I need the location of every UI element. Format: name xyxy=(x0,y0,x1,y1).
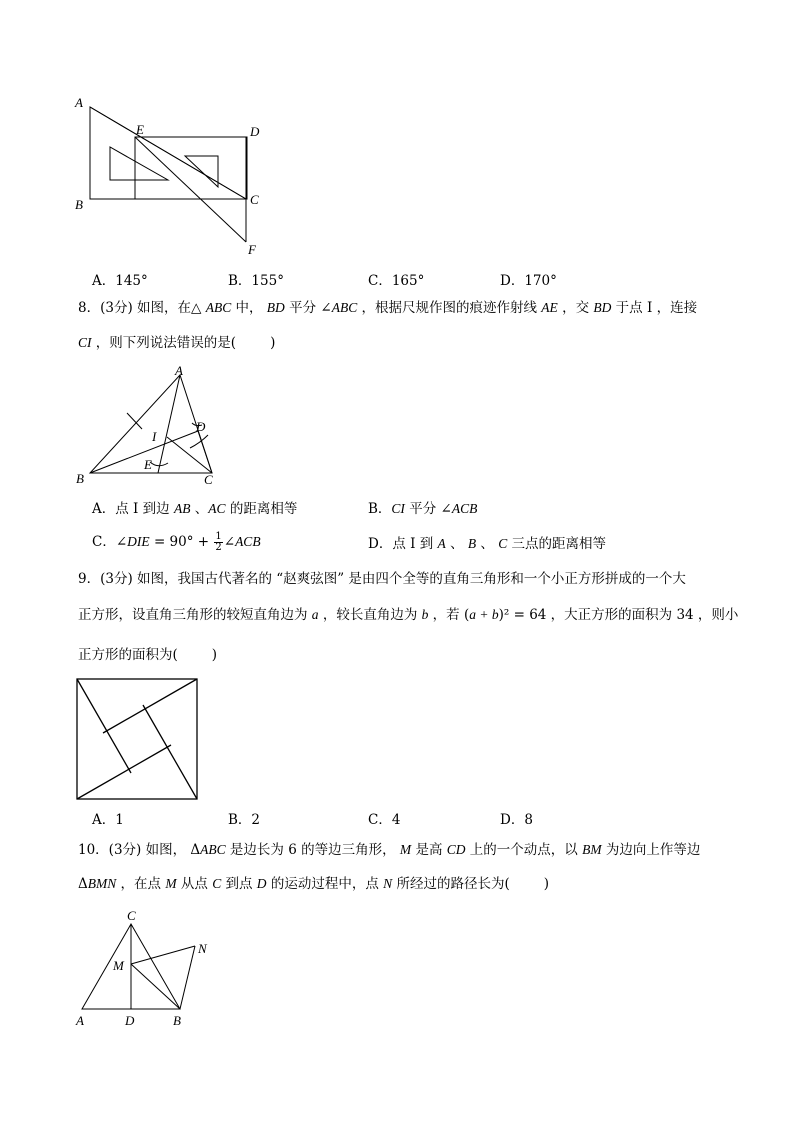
q8-question-line2 xyxy=(78,333,275,353)
q8-question-line1 xyxy=(78,298,697,318)
q10-text: 是高 xyxy=(411,842,447,858)
q7-option-c-text: 165° xyxy=(391,273,425,289)
q8-option-a-text: 、 xyxy=(190,501,209,517)
q9-option-c[interactable] xyxy=(368,808,400,828)
q8-var: ABC xyxy=(331,300,358,315)
q8-option-d-var: B xyxy=(467,536,477,551)
q10-var: ABC xyxy=(200,842,226,857)
q10-figure xyxy=(72,908,222,1033)
q10-question-line1 xyxy=(78,840,700,860)
q9-option-c-letter: C． xyxy=(368,812,392,828)
q8-label-A: A xyxy=(175,365,183,378)
q10-label-M: M xyxy=(113,958,124,973)
q7-label-A: A xyxy=(75,95,83,110)
q7-option-c[interactable] xyxy=(368,269,424,289)
q9-option-c-text: 4 xyxy=(391,812,401,828)
q10-var: BMN xyxy=(87,876,117,891)
q9-var: b xyxy=(421,607,429,622)
q8-option-c[interactable] xyxy=(92,530,261,553)
q9-option-a-letter: A． xyxy=(92,812,116,828)
q8-option-b-letter: B． xyxy=(368,501,392,517)
q8-text: 中， xyxy=(231,300,267,316)
q8-label-C: C xyxy=(204,472,213,487)
q7-label-C: C xyxy=(250,192,259,207)
q10-label-C: C xyxy=(127,908,136,923)
q8-option-d-letter: D． xyxy=(368,536,393,552)
q7-option-d[interactable] xyxy=(500,269,557,289)
q8-option-b-text: 平分 ∠ xyxy=(404,501,452,517)
q7-option-a[interactable] xyxy=(92,269,148,289)
q10-var: N xyxy=(383,876,393,891)
q9-text: ，若 ( xyxy=(428,607,470,623)
q8-var: AE xyxy=(541,300,558,315)
q8-option-c-fraction xyxy=(214,532,222,553)
q7-option-b[interactable] xyxy=(228,269,284,289)
q10-text: 10．(3分) 如图， Δ xyxy=(78,842,201,858)
q9-text: ，较长直角边为 xyxy=(318,607,422,623)
q7-label-B: B xyxy=(75,197,83,212)
q8-label-E: E xyxy=(144,457,152,472)
q10-text: 上的一个动点，以 xyxy=(465,842,583,858)
q7-figure xyxy=(70,92,270,262)
q9-question-line2 xyxy=(78,605,738,625)
q8-label-B: B xyxy=(76,471,84,486)
fraction-denominator: 2 xyxy=(215,542,222,553)
q7-option-d-letter: D． xyxy=(500,273,525,289)
q10-text: 从点 xyxy=(176,876,213,892)
q8-option-c-var: DIE xyxy=(127,534,150,549)
q8-text: ，交 xyxy=(557,300,594,316)
q8-option-a-var: AC xyxy=(208,501,226,516)
fraction-numerator: 1 xyxy=(215,531,222,542)
q8-text: 平分 ∠ xyxy=(284,300,332,316)
q10-text: ，在点 xyxy=(116,876,166,892)
q9-option-a[interactable] xyxy=(92,808,124,828)
q8-option-a-text: 的距离相等 xyxy=(225,501,298,517)
q9-var: a xyxy=(311,607,319,622)
q9-figure xyxy=(76,678,200,802)
q8-text: ，根据尺规作图的痕迹作射线 xyxy=(357,300,542,316)
q10-label-B: B xyxy=(173,1013,181,1028)
q8-number: 8．(3分) xyxy=(78,300,138,316)
q10-var: M xyxy=(165,876,177,891)
q7-label-E: E xyxy=(136,122,144,137)
q10-var: C xyxy=(212,876,222,891)
q9-text: )² = 64 ，大正方形的面积为 34 ，则小 xyxy=(498,607,739,623)
q10-text: 的运动过程中，点 xyxy=(266,876,384,892)
q9-option-b-text: 2 xyxy=(251,812,261,828)
q9-text: 正方形，设直角三角形的较短直角边为 xyxy=(78,607,312,623)
q8-text: 如图，在△ xyxy=(137,300,206,316)
q8-option-a[interactable] xyxy=(92,497,297,517)
q8-option-c-var: ACB xyxy=(235,534,261,549)
q8-option-c-text: ∠ xyxy=(223,534,236,550)
q8-option-c-text: ∠ xyxy=(115,534,128,550)
q10-label-N: N xyxy=(198,941,207,956)
q7-label-F: F xyxy=(248,242,256,257)
q10-text: 所经过的路径长为( xyxy=(392,876,510,892)
q9-option-d[interactable] xyxy=(500,808,533,828)
q7-option-b-letter: B． xyxy=(228,273,252,289)
q8-figure xyxy=(72,365,232,490)
q9-option-a-text: 1 xyxy=(115,812,124,828)
q8-option-d[interactable] xyxy=(368,532,606,552)
q9-option-b[interactable] xyxy=(228,808,260,828)
q9-var: a + b xyxy=(469,607,499,622)
q10-text: 为边向上作等边 xyxy=(601,842,701,858)
q8-option-d-var: A xyxy=(437,536,446,551)
q8-option-b-var: CI xyxy=(391,501,405,516)
q9-question-line1: 9．(3分) 如图，我国古代著名的 “赵爽弦图” 是由四个全等的直角三角形和一个小正方形拼成的一个大 xyxy=(78,571,686,587)
q8-label-I: I xyxy=(152,429,157,444)
q8-option-b[interactable] xyxy=(368,497,477,517)
q10-var: M xyxy=(399,842,412,857)
q8-var: BD xyxy=(593,300,612,315)
q7-option-a-text: 145° xyxy=(115,273,148,289)
q8-option-a-letter: A． xyxy=(92,501,116,517)
q8-text: ，则下列说法错误的是( xyxy=(91,335,237,351)
q8-option-d-text: 、 xyxy=(445,536,468,552)
q8-var: CI xyxy=(78,335,92,350)
q10-var: BM xyxy=(582,842,602,857)
q8-option-c-text: = 90° + xyxy=(149,534,214,550)
q10-var: CD xyxy=(446,842,466,857)
q10-text: Δ xyxy=(78,876,88,892)
q8-var: ABC xyxy=(205,300,232,315)
q10-text: 是边长为 6 的等边三角形， xyxy=(225,842,400,858)
q8-option-d-text: 三点的距离相等 xyxy=(507,536,607,552)
q10-question-line2 xyxy=(78,874,549,894)
q7-option-a-letter: A． xyxy=(92,273,116,289)
q7-option-d-text: 170° xyxy=(524,273,557,289)
q8-text: 于点 I ，连接 xyxy=(611,300,698,316)
q8-option-a-var: AB xyxy=(173,501,191,516)
q9-option-d-text: 8 xyxy=(524,812,533,828)
q8-option-d-text: 点 I 到 xyxy=(392,536,438,552)
q8-option-d-text: 、 xyxy=(476,536,499,552)
q10-var: D xyxy=(256,876,267,891)
q8-option-b-var: ACB xyxy=(451,501,478,516)
q8-label-D: D xyxy=(196,419,206,434)
q8-var: BD xyxy=(266,300,285,315)
q8-text: ) xyxy=(270,335,276,351)
q8-option-c-letter: C． xyxy=(92,534,116,550)
q7-option-c-letter: C． xyxy=(368,273,392,289)
q8-option-a-text: 点 I 到边 xyxy=(115,501,174,517)
q9-option-b-letter: B． xyxy=(228,812,252,828)
q7-option-b-text: 155° xyxy=(251,273,284,289)
q9-question-line3 xyxy=(78,645,217,665)
q10-label-D: D xyxy=(125,1013,135,1028)
q10-text: ) xyxy=(543,876,549,892)
q10-text: 到点 xyxy=(221,876,257,892)
q7-label-D: D xyxy=(250,124,260,139)
q10-label-A: A xyxy=(76,1013,84,1028)
q9-text: ) xyxy=(211,647,218,663)
q9-option-d-letter: D． xyxy=(500,812,525,828)
q8-option-d-var: C xyxy=(498,536,508,551)
q9-text: 正方形的面积为( xyxy=(78,647,178,663)
